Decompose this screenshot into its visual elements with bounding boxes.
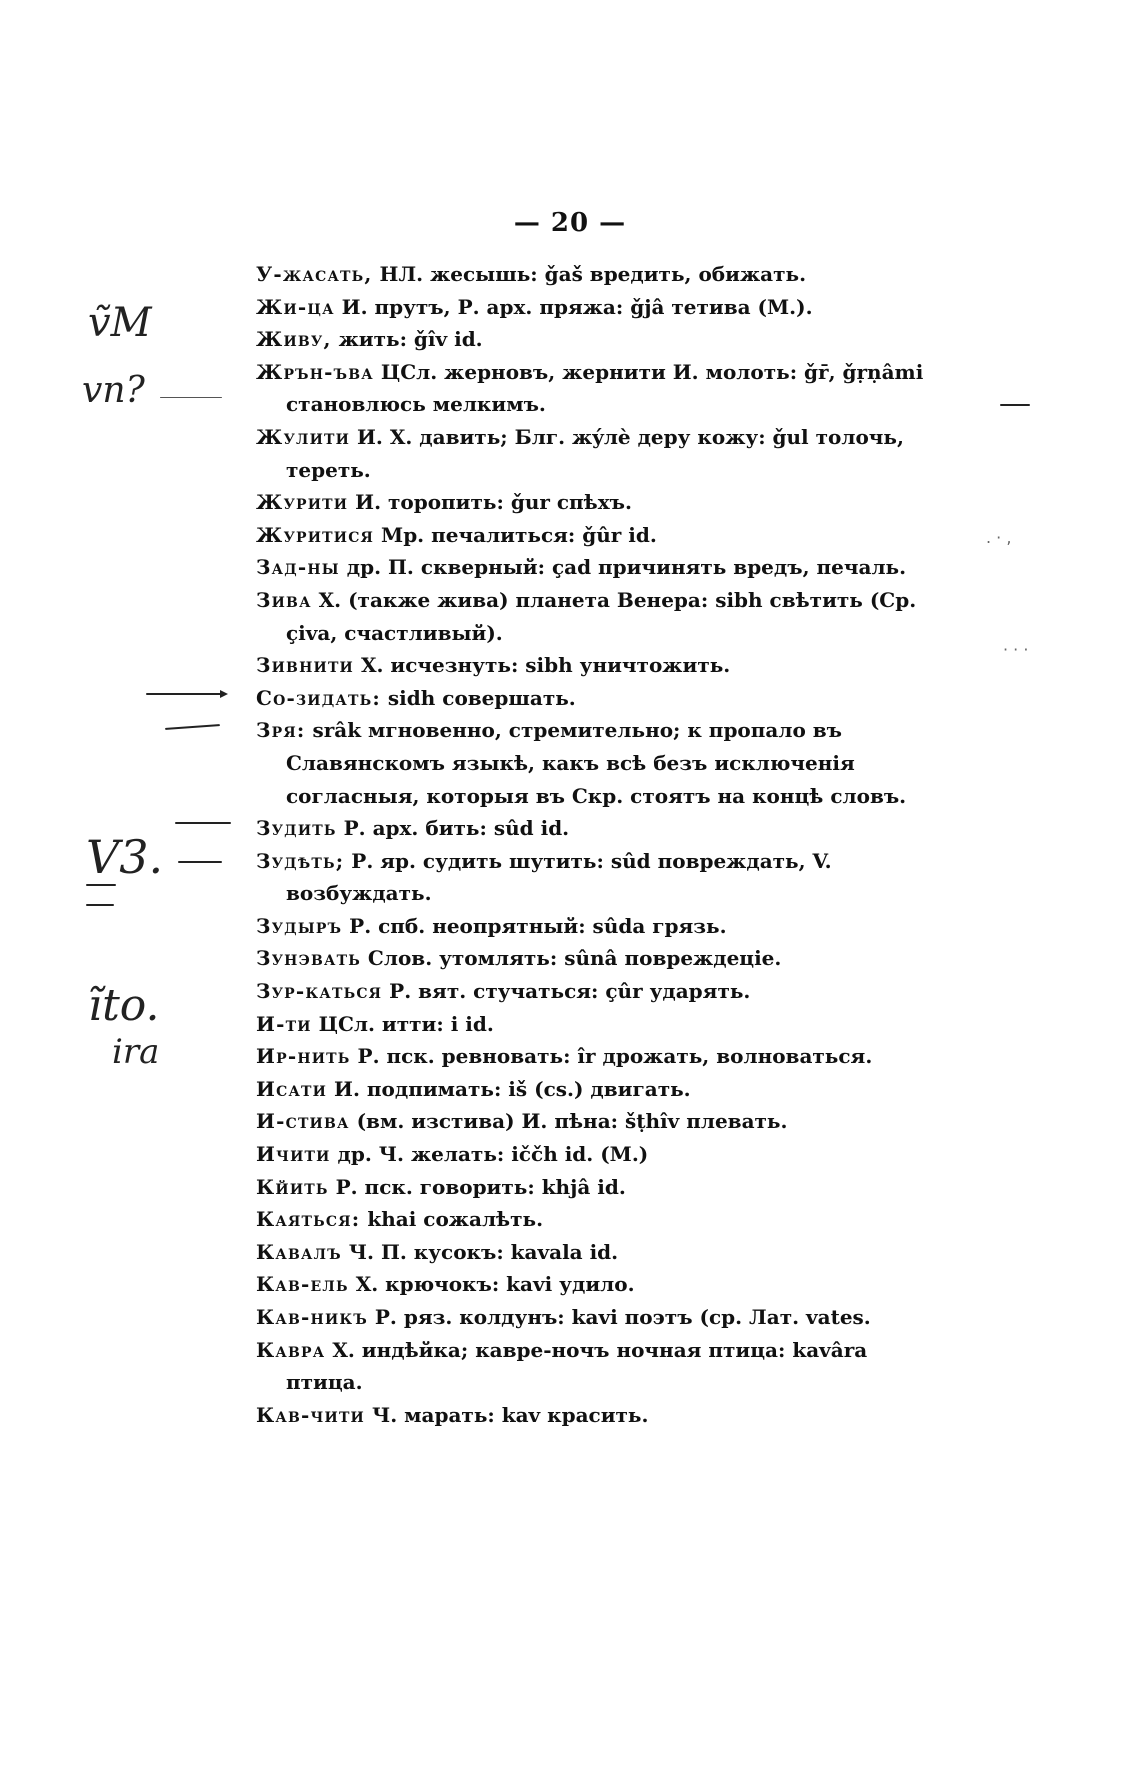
margin-note: ṽM	[88, 300, 152, 346]
headword: Исати	[256, 1076, 328, 1101]
margin-dash-line	[160, 397, 222, 398]
entry	[256, 1236, 936, 1269]
margin-note: ĩto.	[88, 980, 160, 1031]
definition: Слов. утомлять: sûnâ повреждеціе.	[360, 946, 782, 971]
definition: др. Ч. желать: iččh id. (М.)	[330, 1142, 649, 1167]
entry	[256, 323, 936, 356]
headword: Ичити	[256, 1142, 331, 1167]
entry	[256, 1203, 936, 1236]
margin-stroke	[165, 724, 220, 730]
entry	[256, 975, 936, 1008]
definition: Р. пск. говорить: khjâ id.	[328, 1174, 626, 1199]
definition: ЦСл. жерновъ, жернити И. молоть: ǧr̄, ǧṛṇâmi становлюсь мелкимъ.	[286, 359, 924, 417]
definition: ЦСл. итти: i id.	[311, 1011, 494, 1036]
headword: Кав-никъ	[256, 1305, 368, 1329]
entry	[256, 1008, 936, 1041]
entry	[256, 584, 936, 649]
definition: Ч. марать: kav красить.	[365, 1402, 649, 1427]
headword: Зудѣть;	[256, 848, 345, 873]
headword: Жи-ца	[256, 294, 335, 319]
headword: Зур-каться	[256, 979, 383, 1004]
definition: жить: ǧîv id.	[331, 327, 483, 352]
margin-note: vn?	[82, 370, 145, 411]
margin-speck: · · ·	[1003, 640, 1029, 659]
headword: Живу,	[256, 327, 332, 352]
entry	[256, 714, 936, 812]
headword: Зива	[256, 587, 312, 612]
headword: Каяться:	[256, 1207, 361, 1232]
margin-stroke	[175, 822, 231, 824]
entry	[256, 1334, 936, 1399]
definition: И. подпимать: iš (cs.) двигать.	[327, 1076, 691, 1101]
headword: Со-зидать:	[256, 685, 381, 710]
arrow-icon	[220, 690, 228, 698]
entry	[256, 1399, 936, 1432]
entry	[256, 1301, 936, 1334]
definition: И. торопить: ǧur спѣхъ.	[348, 490, 632, 515]
definition: Мр. печалиться: ǧûr id.	[374, 522, 657, 547]
definition: Р. спб. неопрятный: sûda грязь.	[342, 913, 727, 938]
margin-speck: . · ,	[986, 528, 1012, 547]
headword: Жрън-ъва	[256, 359, 374, 384]
headword: Зудыръ	[256, 913, 343, 938]
definition: Х. (также жива) планета Венера: sibh свѣтить (Ср. çiva, счастливый).	[286, 587, 917, 645]
headword: Журити	[256, 490, 349, 515]
definition: Р. пск. ревновать: îr дрожать, волноваться.	[350, 1044, 873, 1069]
headword: Зивнити	[256, 653, 354, 678]
definition: sidh совершать.	[380, 685, 576, 710]
definition: khai сожалѣть.	[360, 1207, 544, 1232]
definition: Р. ряз. колдунъ: kavi поэтъ (ср. Лат. vates.	[367, 1305, 871, 1329]
entry	[256, 1138, 936, 1171]
headword: И-стива	[256, 1109, 350, 1134]
margin-stroke	[86, 884, 116, 886]
definition: Х. индѣйка; кавре-ночъ ночная птица: kavâra птица.	[286, 1337, 868, 1395]
headword: Жулити	[256, 424, 351, 449]
entry	[256, 519, 936, 552]
headword: Кавалъ	[256, 1239, 342, 1264]
entry	[256, 291, 936, 324]
definition: Р. арх. бить: sûd id.	[336, 816, 570, 841]
definition: Х. крючокъ: kavi удило.	[348, 1272, 635, 1297]
dictionary-entries	[256, 258, 936, 1431]
definition: (вм. изстива) И. пѣна: šṭhîv плевать.	[349, 1109, 788, 1134]
entry	[256, 682, 936, 715]
entry	[256, 551, 936, 584]
definition: srâk мгновенно, стремительно; к пропало въ Славянскомъ языкѣ, какъ всѣ безъ исключенія согласныя, которыя въ Скр. стоятъ на концѣ словъ.	[286, 718, 907, 808]
entry	[256, 812, 936, 845]
headword: Кав-чити	[256, 1402, 365, 1427]
headword: Зря:	[256, 718, 306, 743]
margin-note: V3.	[86, 830, 164, 884]
definition: др. П. скверный: çad причинять вредъ, печаль.	[339, 555, 907, 580]
entry	[256, 486, 936, 519]
entry	[256, 910, 936, 943]
margin-stroke	[1000, 404, 1030, 406]
entry	[256, 942, 936, 975]
headword: Журитися	[256, 522, 375, 547]
definition: Р. вят. стучаться: çûr ударять.	[382, 979, 751, 1004]
definition: И. Х. давить; Блг. жýлѐ деру кожу: ǧul толочь, тереть.	[286, 424, 904, 482]
entry	[256, 356, 936, 421]
headword: Ир-нить	[256, 1044, 351, 1069]
entry	[256, 1105, 936, 1138]
entry	[256, 421, 936, 486]
entry	[256, 258, 936, 291]
headword: У-жасать,	[256, 262, 373, 286]
headword: Кав-ель	[256, 1272, 349, 1297]
definition: И. прутъ, Р. арх. пряжа: ǧjâ тетива (М.).	[334, 294, 813, 319]
page-number: — 20 —	[513, 208, 627, 238]
definition: Р. яр. судить шутить: sûd повреждать, V. возбуждать.	[286, 848, 832, 906]
definition: Х. исчезнуть: sibh уничтожить.	[354, 653, 731, 678]
margin-stroke	[86, 904, 114, 906]
entry	[256, 1171, 936, 1204]
entry	[256, 845, 936, 910]
headword: Зад-ны	[256, 555, 340, 580]
headword: Кавра	[256, 1337, 326, 1362]
headword: Зудить	[256, 816, 337, 841]
margin-stroke	[146, 693, 222, 695]
entry	[256, 1073, 936, 1106]
definition: Ч. П. кусокъ: kavala id.	[341, 1239, 619, 1264]
headword: Зунэвать	[256, 946, 361, 971]
definition: НЛ. жесышь: ǧaš вредить, обижать.	[372, 262, 807, 286]
entry	[256, 649, 936, 682]
headword: И-ти	[256, 1011, 312, 1036]
entry	[256, 1268, 936, 1301]
margin-stroke	[178, 861, 222, 863]
entry	[256, 1040, 936, 1073]
headword: Кйить	[256, 1174, 329, 1199]
margin-note: ira	[112, 1032, 160, 1072]
